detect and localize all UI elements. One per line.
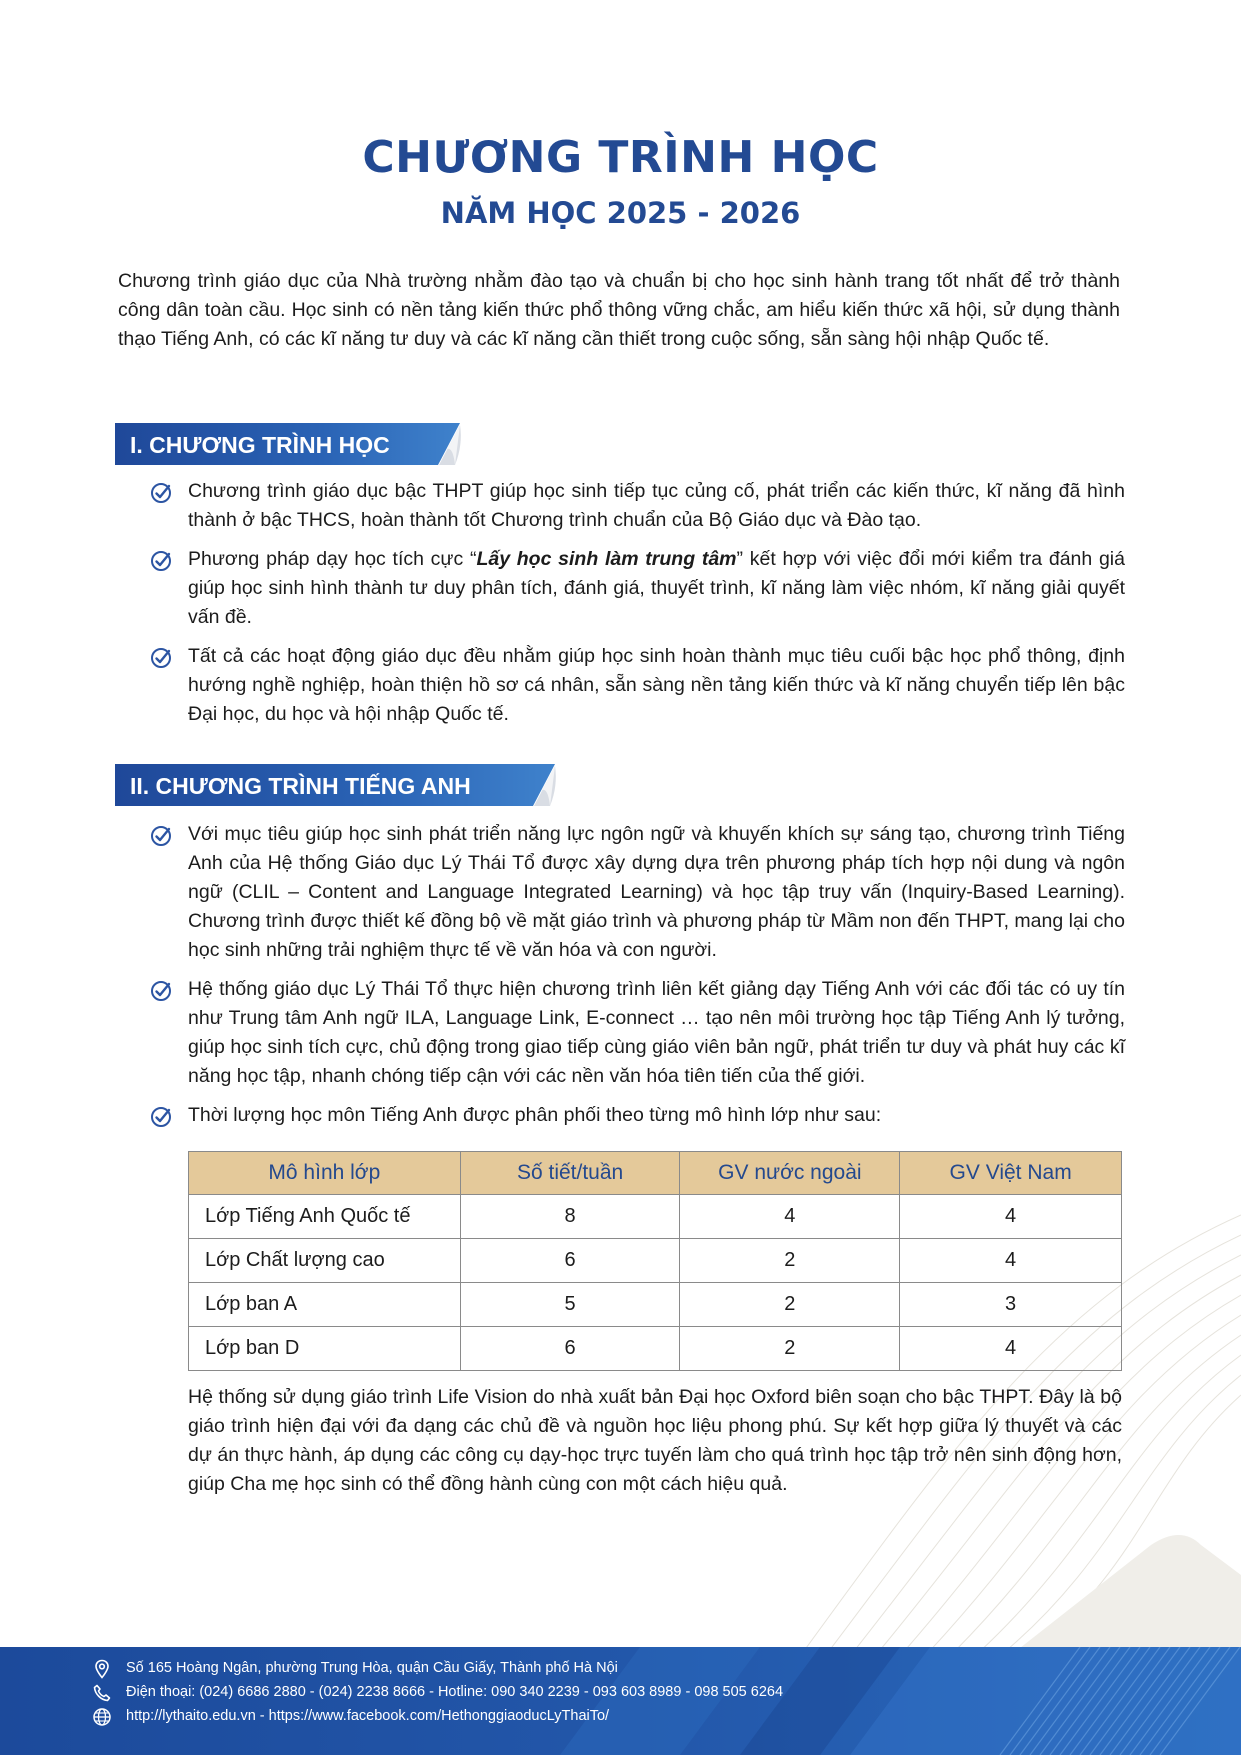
footer: [0, 1647, 1241, 1755]
section-1-list: [150, 477, 1125, 739]
bullet-text: Chương trình giáo dục bậc THPT giúp học sinh tiếp tục củng cố, phát triển các kiến thức, kĩ năng đã hình thành ở bậc THCS, hoàn thành tốt Chương trình chuẩn của Bộ Giáo dục và Đào tạo.: [188, 480, 1125, 531]
foreign-teacher-cell: 4: [680, 1195, 900, 1239]
vietnamese-teacher-cell: 4: [900, 1327, 1122, 1371]
list-item: [150, 477, 1125, 535]
section-2-list: [150, 820, 1125, 1140]
footer-phone: Điện thoại: (024) 6686 2880 - (024) 2238 8666 - Hotline: 090 340 2239 - 093 603 8989 - 098 505 6264: [126, 1684, 784, 1700]
section-2-heading: II. CHƯƠNG TRÌNH TIẾNG ANH: [130, 773, 471, 799]
list-item: [150, 975, 1125, 1091]
list-item: [150, 820, 1125, 965]
table-header-row: [189, 1152, 1122, 1195]
check-circle-icon: [150, 980, 172, 1002]
list-item: [150, 545, 1125, 632]
class-model-cell: Lớp ban D: [189, 1327, 461, 1371]
page-title: CHƯƠNG TRÌNH HỌC: [362, 132, 879, 183]
list-item: [150, 1101, 1125, 1130]
location-pin-icon: [92, 1659, 112, 1679]
bullet-text: Hệ thống giáo dục Lý Thái Tổ thực hiện chương trình liên kết giảng dạy Tiếng Anh với các đối tác có uy tín như Trung tâm Anh ngữ ILA, Language Link, E-connect … tạo nên môi trường học tập Tiếng Anh lý tưởng, giúp học sinh tích cực, chủ động trong giao tiếp cùng giáo viên bản ngữ, phát triển tư duy và phát huy các kĩ năng học tập, nhanh chóng tiếp cận với các nền văn hóa tiên tiến của thế giới.: [188, 978, 1125, 1087]
bullet-text: Với mục tiêu giúp học sinh phát triển năng lực ngôn ngữ và khuyến khích sự sáng tạo, chương trình Tiếng Anh của Hệ thống Giáo dục Lý Thái Tổ được xây dựng dựa trên phương pháp tích hợp nội dung và ngôn ngữ (CLIL – Content and Language Integrated Learning) và học tập truy vấn (Inquiry-Based Learning). Chương trình được thiết kế đồng bộ về mặt giáo trình và phương pháp từ Mầm non đến THPT, mang lại cho học sinh những trải nghiệm thực tế về văn hóa và con người.: [188, 823, 1125, 961]
column-header: GV Việt Nam: [900, 1152, 1122, 1195]
english-schedule-table: [188, 1151, 1122, 1371]
page-subtitle: NĂM HỌC 2025 - 2026: [440, 196, 801, 230]
vietnamese-teacher-cell: 4: [900, 1195, 1122, 1239]
check-circle-icon: [150, 1106, 172, 1128]
column-header: GV nước ngoài: [680, 1152, 900, 1195]
globe-icon: [92, 1707, 112, 1727]
periods-cell: 6: [460, 1239, 680, 1283]
column-header: Số tiết/tuần: [460, 1152, 680, 1195]
footer-web[interactable]: http://lythaito.edu.vn - https://www.facebook.com/HethonggiaoducLyThaiTo/: [126, 1708, 610, 1724]
vietnamese-teacher-cell: 4: [900, 1239, 1122, 1283]
check-circle-icon: [150, 550, 172, 572]
class-model-cell: Lớp ban A: [189, 1283, 461, 1327]
check-circle-icon: [150, 482, 172, 504]
class-model-cell: Lớp Chất lượng cao: [189, 1239, 461, 1283]
foreign-teacher-cell: 2: [680, 1283, 900, 1327]
foreign-teacher-cell: 2: [680, 1239, 900, 1283]
table-row: [189, 1195, 1122, 1239]
table-row: [189, 1239, 1122, 1283]
list-item: [150, 642, 1125, 729]
bullet-text-after: ” kết hợp với việc đổi mới kiểm tra đánh giá giúp học sinh hình thành tư duy phân tích, đánh giá, thuyết trình, kĩ năng làm việc nhóm, kĩ năng giải quyết vấn đề.: [188, 548, 1125, 628]
bullet-text-before: Phương pháp dạy học tích cực “: [188, 548, 477, 570]
check-circle-icon: [150, 647, 172, 669]
foreign-teacher-cell: 2: [680, 1327, 900, 1371]
class-model-cell: Lớp Tiếng Anh Quốc tế: [189, 1195, 461, 1239]
intro-paragraph: Chương trình giáo dục của Nhà trường nhằm đào tạo và chuẩn bị cho học sinh hành trang tốt nhất để trở thành công dân toàn cầu. Học sinh có nền tảng kiến thức phổ thông vững chắc, am hiểu kiến thức xã hội, sử dụng thành thạo Tiếng Anh, có các kĩ năng tư duy và các kĩ năng cần thiết trong cuộc sống, sẵn sàng hội nhập Quốc tế.: [118, 270, 1120, 350]
periods-cell: 6: [460, 1327, 680, 1371]
table-row: [189, 1283, 1122, 1327]
bullet-emphasis: Lấy học sinh làm trung tâm: [476, 548, 737, 570]
bullet-text: Tất cả các hoạt động giáo dục đều nhằm giúp học sinh hoàn thành mục tiêu cuối bậc học phổ thông, định hướng nghề nghiệp, hoàn thiện hồ sơ cá nhân, sẵn sàng nền tảng kiến thức và kĩ năng chuyển tiếp lên bậc Đại học, du học và hội nhập Quốc tế.: [188, 645, 1125, 725]
table-row: [189, 1327, 1122, 1371]
page-curl-icon: [433, 425, 463, 465]
periods-cell: 5: [460, 1283, 680, 1327]
closing-paragraph: Hệ thống sử dụng giáo trình Life Vision do nhà xuất bản Đại học Oxford biên soạn cho bậc THPT. Đây là bộ giáo trình hiện đại với đa dạng các chủ đề và nguồn học liệu phong phú. Sự kết hợp giữa lý thuyết và các dự án thực hành, áp dụng các công cụ dạy-học trực tuyến làm cho quá trình học tập trở nên sinh động hơn, giúp Cha mẹ học sinh có thể đồng hành cùng con một cách hiệu quả.: [188, 1386, 1122, 1495]
check-circle-icon: [150, 825, 172, 847]
bullet-text: Thời lượng học môn Tiếng Anh được phân phối theo từng mô hình lớp như sau:: [188, 1104, 882, 1126]
vietnamese-teacher-cell: 3: [900, 1283, 1122, 1327]
periods-cell: 8: [460, 1195, 680, 1239]
column-header: Mô hình lớp: [189, 1152, 461, 1195]
page-curl-icon: [528, 766, 558, 806]
section-1-heading: I. CHƯƠNG TRÌNH HỌC: [130, 432, 390, 458]
phone-icon: [92, 1683, 112, 1703]
footer-address: Số 165 Hoàng Ngân, phường Trung Hòa, quận Cầu Giấy, Thành phố Hà Nội: [126, 1660, 618, 1676]
